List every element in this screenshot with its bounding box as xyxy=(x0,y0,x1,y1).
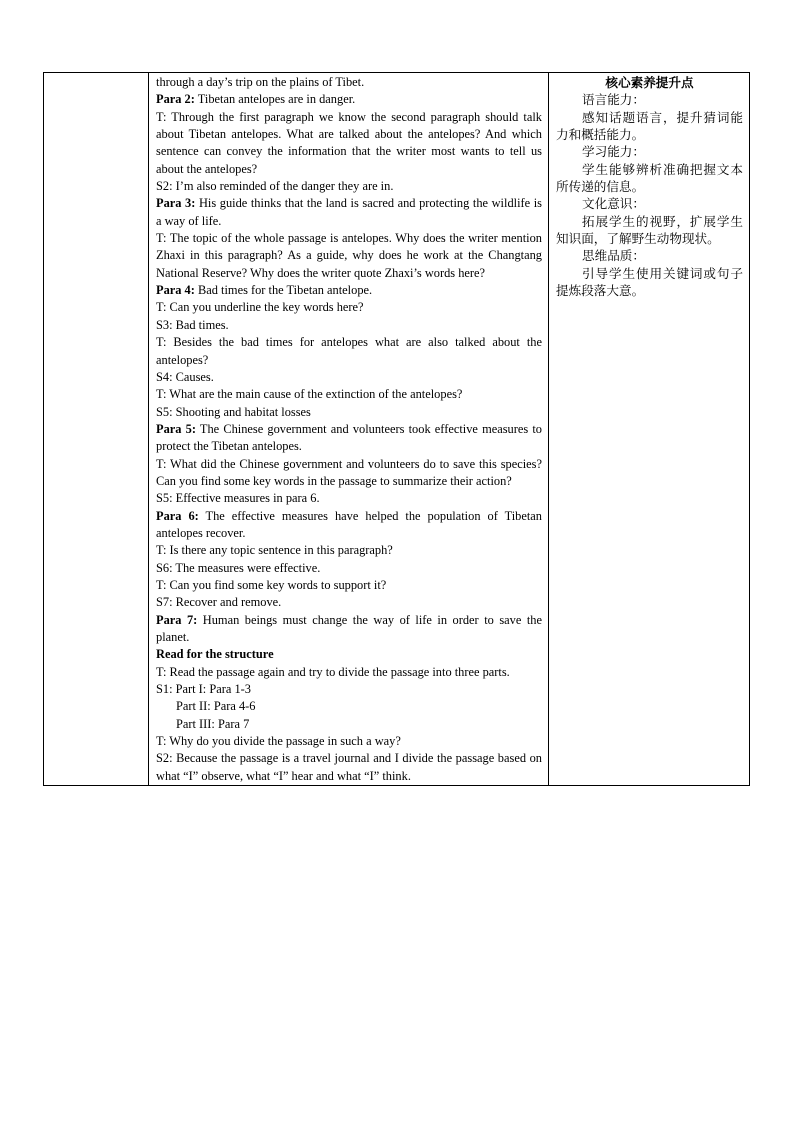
paragraph-summary xyxy=(156,508,542,543)
dialogue-line: T: Is there any topic sentence in this paragraph? xyxy=(156,543,393,558)
dialogue-line: T: The topic of the whole passage is antelopes. Why does the writer mention Zhaxi in this paragraph? As a guide, why does he work at the Changtang National Reserve? Why does the writer quote Zhaxi’s words here? xyxy=(156,231,542,280)
dialogue-line: S5: Effective measures in para 6. xyxy=(156,491,320,506)
paragraph-label: Para 4: xyxy=(156,283,195,298)
dialogue-line: S1: Part I: Para 1-3 xyxy=(156,682,251,697)
dialogue-line: T: Besides the bad times for antelopes what are also talked about the antelopes? xyxy=(156,335,542,367)
dialogue-line: S2: Because the passage is a travel journal and I divide the passage based on what “I” observe, what “I” hear and what “I” think. xyxy=(156,751,542,783)
literacy-title: 核心素养提升点 xyxy=(605,75,694,90)
paragraph-label: Para 6: xyxy=(156,508,199,523)
paragraph-summary xyxy=(156,282,542,299)
section-heading: Read for the structure xyxy=(156,647,274,662)
dialogue-line: S6: The measures were effective. xyxy=(156,560,321,575)
dialogue-line: T: Through the first paragraph we know the second paragraph should talk about Tibetan antelopes. What are talked about the antelopes? And which sentence can convey the information that the writer most wants to tell us about the antelopes? xyxy=(156,109,542,176)
dialogue-line: T: Why do you divide the passage in such a way? xyxy=(156,734,401,749)
lesson-plan-table xyxy=(43,72,750,786)
literacy-block xyxy=(556,74,743,299)
paragraph-summary-text: His guide thinks that the land is sacred and protecting the wildlife is a way of life. xyxy=(156,196,542,228)
literacy-item-body: 感知话题语言，提升猜词能力和概括能力。 xyxy=(556,109,743,143)
paragraph-summary xyxy=(156,421,542,456)
literacy-item xyxy=(556,247,743,299)
paragraph-summary xyxy=(156,91,542,108)
dialogue-line: S2: I’m also reminded of the danger they are in. xyxy=(156,179,394,194)
dialogue-line: S3: Bad times. xyxy=(156,317,229,332)
dialogue-line: S5: Shooting and habitat losses xyxy=(156,404,311,419)
paragraph-label: Para 2: xyxy=(156,92,195,107)
table-row xyxy=(44,73,750,786)
paragraph-summary-text: Bad times for the Tibetan antelope. xyxy=(194,283,373,298)
paragraph-summary xyxy=(156,195,542,230)
paragraph-summary-text: Human beings must change the way of life in order to save the planet. xyxy=(156,612,542,644)
teaching-process-cell xyxy=(149,73,549,786)
dialogue-line: T: Can you underline the key words here? xyxy=(156,300,364,315)
literacy-cell xyxy=(549,73,750,786)
literacy-item xyxy=(556,143,743,195)
dialogue-line: T: What did the Chinese government and volunteers do to save this species? Can you find some key words in the passage to summarize their action? xyxy=(156,456,542,488)
dialogue-line: through a day’s trip on the plains of Tibet. xyxy=(156,75,365,89)
literacy-item xyxy=(556,91,743,143)
dialogue-line: T: What are the main cause of the extinction of the antelopes? xyxy=(156,387,463,402)
literacy-item-head: 思维品质： xyxy=(582,248,645,264)
dialogue-line: Part III: Para 7 xyxy=(176,716,250,731)
literacy-item xyxy=(556,195,743,247)
dialogue-line: T: Can you find some key words to support it? xyxy=(156,577,387,592)
paragraph-label: Para 7: xyxy=(156,612,198,627)
dialogue-line: S7: Recover and remove. xyxy=(156,595,282,610)
paragraph-label: Para 3: xyxy=(156,196,196,211)
literacy-item-body: 学生能够辨析准确把握文本所传递的信息。 xyxy=(556,161,743,195)
paragraph-summary-text: The Chinese government and volunteers took effective measures to protect the Tibetan antelopes. xyxy=(156,421,542,454)
paragraph-summary-text: The effective measures have helped the population of Tibetan antelopes recover. xyxy=(156,508,542,540)
step-column-cell xyxy=(44,73,149,786)
literacy-item-body: 引导学生使用关键词或句子提炼段落大意。 xyxy=(556,265,743,299)
paragraph-summary xyxy=(156,612,542,647)
dialogue-line: Part II: Para 4-6 xyxy=(176,699,256,714)
literacy-item-head: 学习能力： xyxy=(582,144,645,160)
literacy-item-head: 文化意识： xyxy=(582,196,645,212)
dialogue-line: S4: Causes. xyxy=(156,369,214,384)
dialogue-line: T: Read the passage again and try to divide the passage into three parts. xyxy=(156,664,510,679)
teaching-process-text xyxy=(156,74,542,785)
literacy-item-body: 拓展学生的视野，扩展学生知识面，了解野生动物现状。 xyxy=(556,213,743,247)
paragraph-summary-text: Tibetan antelopes are in danger. xyxy=(194,92,356,107)
literacy-item-head: 语言能力： xyxy=(582,92,645,108)
paragraph-label: Para 5: xyxy=(156,421,196,436)
